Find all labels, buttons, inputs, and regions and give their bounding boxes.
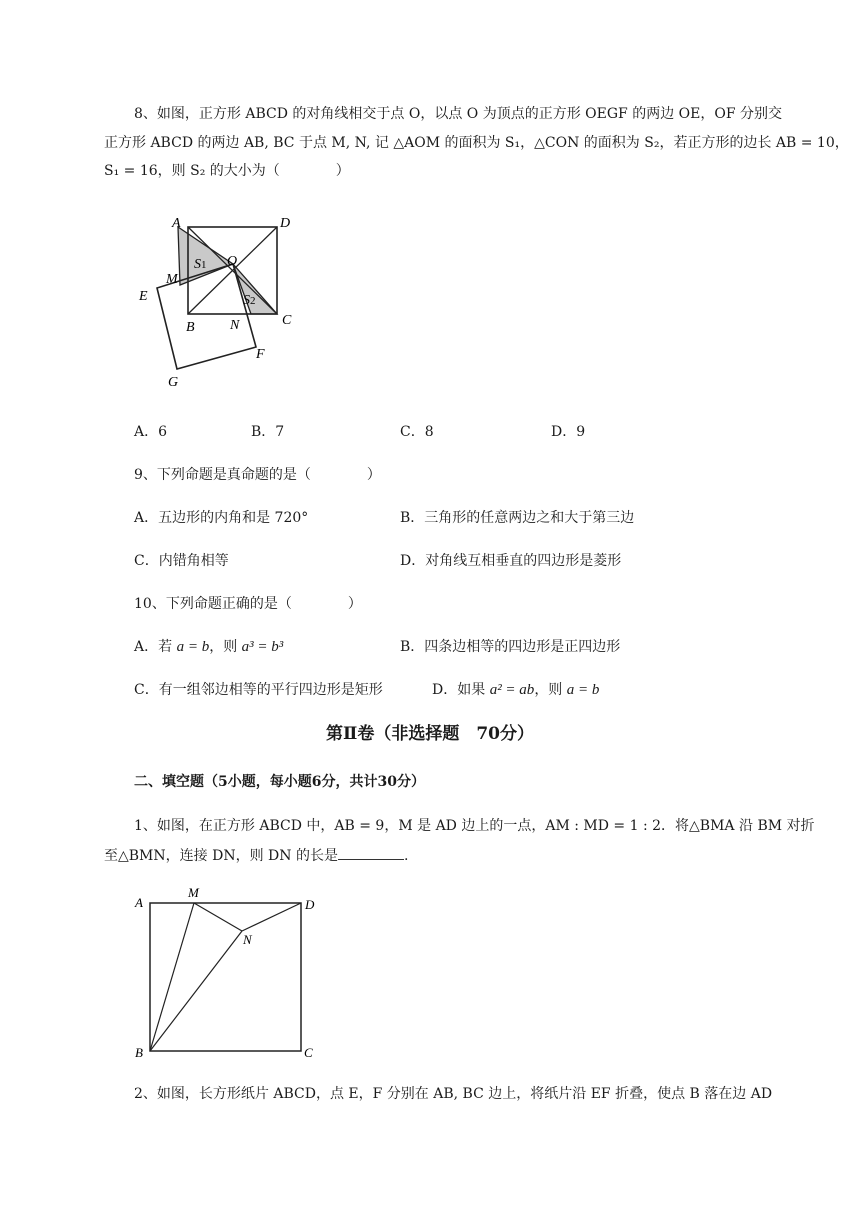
q8-stem-line2: 正方形 ABCD 的两边 AB, BC 于点 M, N, 记 △AOM 的面积为 S₁，△CON 的面积为 S₂，若正方形的边长 AB = 10， [104,135,849,151]
q8-label-e: E [139,289,148,304]
fill1-label-a: A [135,895,143,910]
q8-label-f: F [256,347,265,362]
section-fill-in-title: 二、填空题（5小题，每小题6分，共计30分） [134,774,425,790]
q8-option-c: C．8 [400,424,434,440]
fill1-segment-bm [150,903,194,1051]
q8-label-a: A [172,216,181,231]
q8-stem-line3: S₁ = 16，则 S₂ 的大小为（ ） [104,163,350,179]
fill1-segment-mn [194,903,242,931]
q8-label-s2: S2 [243,293,256,308]
q10-option-a-prefix: A．若 [134,639,173,655]
fill1-stem-line1: 1、如图，在正方形 ABCD 中，AB = 9，M 是 AD 边上的一点，AM : MD = 1 : 2．将△BMA 沿 BM 对折 [134,818,815,834]
q10-option-c: C．有一组邻边相等的平行四边形是矩形 [134,682,383,698]
fill1-figure [130,880,330,1065]
part2-title: 第Ⅱ卷（非选择题 70分） [326,724,534,744]
q8-label-g: G [168,375,179,390]
q8-stem-line1: 8、如图，正方形 ABCD 的对角线相交于点 O，以点 O 为顶点的正方形 OEGF 的两边 OE，OF 分别交 [134,106,782,122]
q10-option-a-math: a = b [176,639,210,655]
q10-option-d-math: a² = ab [489,682,535,698]
fill1-stem-line2 [104,845,408,866]
q8-label-s1: S1 [194,257,207,272]
q9-option-b: B．三角形的任意两边之和大于第三边 [400,510,635,526]
q10-stem: 10、下列命题正确的是（ ） [134,596,362,612]
q8-label-m: M [166,272,178,287]
q10-option-d [432,680,599,700]
q8-option-b: B．7 [251,424,285,440]
fill1-label-d: D [305,897,315,912]
fill1-stem-line2-prefix: 至△BMN，连接 DN，则 DN 的长是 [104,848,338,864]
q10-option-d-prefix: D．如果 [432,682,486,698]
q10-option-a-mid: ，则 [209,639,238,655]
fill1-label-n: N [243,932,252,947]
q9-option-c: C．内错角相等 [134,553,229,569]
q9-option-d: D．对角线互相垂直的四边形是菱形 [400,553,622,569]
q8-label-d: D [280,216,291,231]
q8-shaded-s1 [178,227,233,285]
fill1-stem-line2-suffix: . [403,848,409,864]
q9-stem: 9、下列命题是真命题的是（ ） [134,467,381,483]
fill1-label-b: B [135,1045,143,1060]
q8-label-n: N [230,318,240,333]
q8-label-o: O [227,254,238,269]
fill1-segment-nd [242,903,301,931]
q9-option-a: A．五边形的内角和是 720° [134,510,309,526]
q10-option-d-math2: a = b [566,682,600,698]
q10-option-a-math2: a³ = b³ [241,639,284,655]
fill1-label-c: C [304,1045,313,1060]
fill2-stem-line1: 2、如图，长方形纸片 ABCD，点 E，F 分别在 AB, BC 边上，将纸片沿 EF 折叠，使点 B 落在边 AD [134,1086,773,1102]
q10-option-b: B．四条边相等的四边形是正四边形 [400,639,621,655]
q10-option-d-mid: ，则 [534,682,563,698]
q8-option-d: D．9 [551,424,586,440]
fill1-label-m: M [188,885,199,900]
fill1-square-abcd [150,903,301,1051]
q8-label-c: C [282,313,292,328]
q8-option-a: A．6 [134,424,168,440]
q8-label-b: B [186,320,195,335]
fill1-answer-blank [338,845,404,860]
q8-figure [130,205,300,395]
q10-option-a [134,637,283,657]
fill1-segment-bn [150,931,242,1051]
